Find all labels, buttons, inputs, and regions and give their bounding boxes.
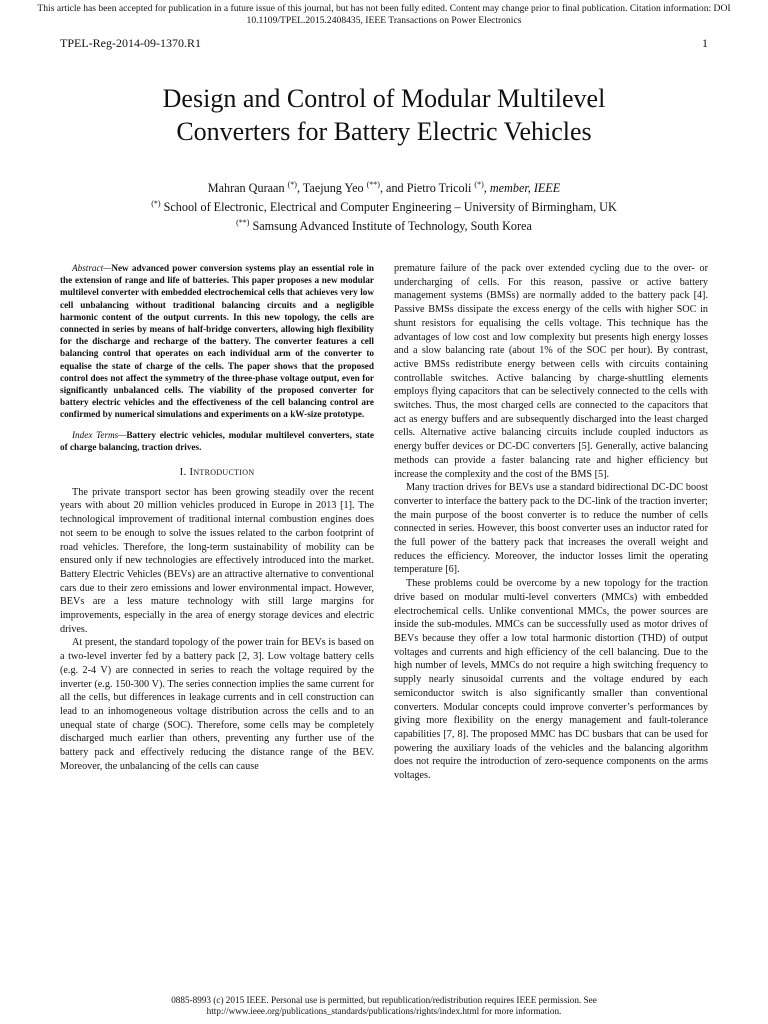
abstract (60, 262, 374, 421)
intro-paragraph-2-continued: premature failure of the pack over extended cycling due to the over- or undercharging of cells. For this reason, passive or active battery management systems (BMSs) are normally added to the battery pack [4]. Passive BMSs dissipate the excess energy of the cells with higher SOC in shunt resistors for equalising the cells voltage. This technique has the advantages of low cost and low complexity but presents high energy losses and a slow balancing rate (about 1% of the SOC per hour). By contrast, active BMSs redistribute energy between cells with circuits containing controllable switches. Active balancing by charge-shuttling elements employs flying capacitors that can be selectively connected to the cells with switches. Thus, the most charged cells are connected to the capacitors that act as energy buffers and are subsequently discharged into the least charged cells. Alternative active balancing circuits include coupled inductors as energy buffer devices or DC-DC converters [5]. Generally, active balancing methods can provide a faster balancing rate and higher efficiency but increase the complexity and the cost of the BMS [5]. (394, 263, 708, 480)
footer-line-1: 0885-8993 (c) 2015 IEEE. Personal use is permitted, but republication/redistribution requires IEEE permission. See (171, 995, 597, 1005)
intro-paragraph-4: These problems could be overcome by a new topology for the traction drive based on modular multi-level converters (MMCs) with embedded electrochemical cells. Unlike conventional MMCs, the power sources are inside the sub-modules. MMCs can be successfully used as motor drives of BEVs because they offer a low total harmonic distortion (THD) of output voltages and currents and high efficiency of the cell balancing. Due to the high number of levels, MMCs do not require a high switching frequency to supply nearly sinusoidal currents and the voltage endured by each semiconductor switch is also significantly smaller than conventional converters. Modular concepts could improve converter’s performances by giving more flexibility on the energy management and fault-tolerance capabilities [7, 8]. The proposed MMC has DC busbars that can be used for powering the auxiliary loads of the vehicles and the balancing algorithm does not require the introduction of zero-sequence components on the arms voltages. (394, 578, 708, 782)
paper-title (60, 82, 708, 148)
title-line-1: Design and Control of Modular Multilevel (162, 84, 606, 113)
author-block (60, 177, 708, 234)
right-column (394, 262, 708, 783)
intro-paragraph-2: At present, the standard topology of the power train for BEVs is based on a two-level inverter fed by a battery pack [2, 3]. Low voltage battery cells (e.g. 2-4 V) are connected in series to reach the voltage required by the inverter (e.g. 150-300 V). The series connection implies the same current for all the cells, but differences in leakage currents and in cell construction can lead to an inhomogeneous voltage distribution across the cells and to an unequal state of charge (SOC). Therefore, some cells may be completely discharged much earlier than others, preventing any further use of the battery pack and effectively reducing the distance range of the BEV. Moreover, the unbalancing of the cells can cause (60, 637, 374, 772)
abstract-text: New advanced power conversion systems play an essential role in the extension of range and life of batteries. This paper proposes a new modular multilevel converter with embedded electrochemical cells that achieves very low cell unbalancing without traditional balancing circuits and a negligible harmonic content of the output currents. In this new topology, the cells are connected in series by means of half-bridge converters, allowing high flexibility for the discharge and recharge of the battery. The converter features a cell balancing control that operates on each individual arm of the converter to equalise the state of charge of the cells. The paper shows that the proposed control does not affect the symmetry of the three-phase voltage output, even for significantly unbalanced cells. The viability of the proposed converter for battery electric vehicles and the effectiveness of the cell balancing control are confirmed by numerical simulations and experiments on a kW-size prototype. (60, 263, 374, 420)
running-header (60, 36, 708, 50)
affiliation-1: (*) School of Electronic, Electrical and Computer Engineering – University of Birmingham, UK (151, 199, 617, 215)
author-names: Mahran Quraan (*), Taejung Yeo (**), and Pietro Tricoli (*), member, IEEE (207, 180, 561, 196)
index-terms (60, 429, 374, 453)
footer-line-2: http://www.ieee.org/publications_standards/publications/rights/index.html for more information. (206, 1006, 562, 1016)
manuscript-reference: TPEL-Reg-2014-09-1370.R1 (60, 36, 201, 50)
intro-paragraph-3: Many traction drives for BEVs use a standard bidirectional DC-DC boost converter to interface the battery pack to the DC-link of the traction inverter; the main purpose of the boost converter is to reduce the number of cells connected in series. However, this boost converter uses an inductor rated for the full power of the battery pack that increases the overall weight and reduces the efficiency. Moreover, the inductor losses limit the operating temperature [6]. (394, 482, 708, 576)
index-terms-lead: Index Terms— (72, 429, 127, 440)
banner-line-2: 10.1109/TPEL.2015.2408435, IEEE Transactions on Power Electronics (246, 15, 522, 26)
index-terms-text: Battery electric vehicles, modular multilevel converters, state of charge balancing, traction drives. (60, 429, 374, 452)
left-column (60, 262, 374, 774)
copyright-footer (60, 995, 708, 1017)
accepted-article-banner (0, 3, 768, 27)
title-line-2: Converters for Battery Electric Vehicles (176, 117, 592, 146)
page-number: 1 (702, 36, 708, 50)
intro-paragraph-1: The private transport sector has been growing steadily over the recent years with about 20 million vehicles produced in Europe in 2013 [1]. The technological improvement of traditional internal combustion engines does not seem to be enough to solve the issues related to the carbon footprint of road vehicles. Therefore, the long-term sustainability of mobility can be ensured only if new technologies are effectively introduced into the market. Battery Electric Vehicles (BEVs) are an attractive alternative to conventional cars due to their zero emissions and lower environmental impact. However, BEVs are a less mature technology with still large margins for improvements, especially in the area of energy storage devices and electric drives. (60, 486, 374, 635)
affiliation-2: (**) Samsung Advanced Institute of Technology, South Korea (236, 218, 532, 234)
section-heading-introduction: I. Introduction (179, 466, 255, 479)
abstract-lead: Abstract— (72, 263, 112, 273)
banner-line-1: This article has been accepted for publication in a future issue of this journal, but has not been fully edited. Content may change prior to final publication. Citation information: DOI (37, 3, 731, 14)
membership: , member, IEEE (483, 181, 561, 196)
